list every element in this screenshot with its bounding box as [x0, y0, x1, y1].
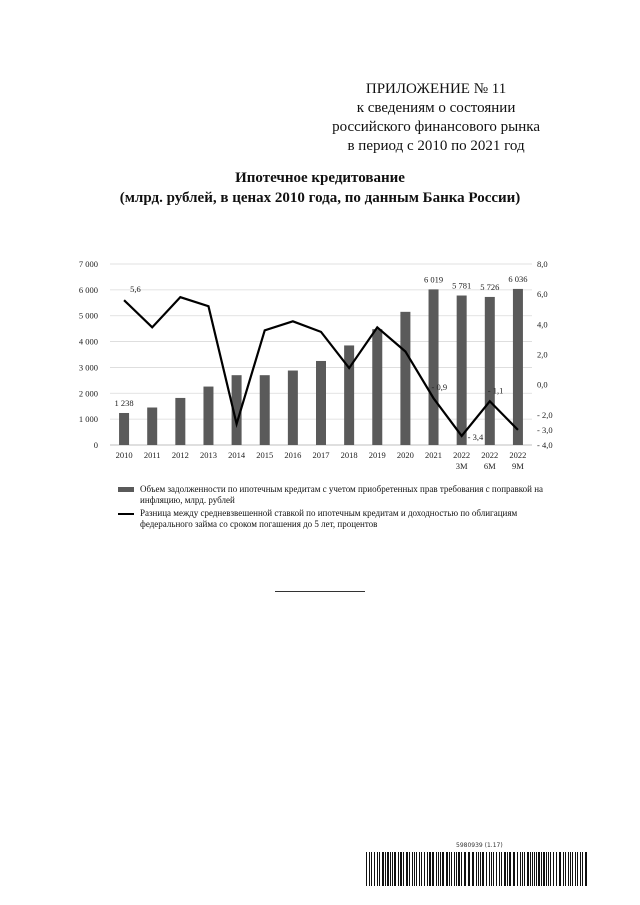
bar — [316, 361, 326, 445]
legend-bar-swatch — [118, 487, 134, 492]
x-tick-label: 2010 — [115, 450, 133, 460]
line-data-label: - 3,4 — [467, 431, 484, 442]
barcode-bar — [464, 852, 466, 886]
y-left-tick-label: 0 — [93, 440, 98, 450]
barcode-bar — [575, 852, 576, 886]
x-tick-label: 2020 — [396, 450, 414, 460]
barcode-bar — [440, 852, 441, 886]
barcode-bar — [451, 852, 452, 886]
x-tick-label: 2021 — [425, 450, 443, 460]
barcode-bar — [480, 852, 481, 886]
barcode-bar — [371, 852, 372, 886]
barcode-bar — [489, 852, 490, 886]
barcode-bar — [394, 852, 396, 886]
x-tick-label: 2022 — [481, 450, 499, 460]
barcode-bar — [582, 852, 583, 886]
appendix-line-3: российского финансового рынка — [332, 119, 540, 135]
chart-title-line-1: Ипотечное кредитование — [235, 170, 405, 186]
bar — [513, 289, 523, 445]
bar-data-label: 5 726 — [480, 281, 500, 292]
barcode-bar — [461, 852, 462, 886]
barcode-bar — [524, 852, 525, 886]
barcode-bar — [416, 852, 417, 886]
barcode-bar — [563, 852, 564, 886]
chart-title-line-2: (млрд. рублей, в ценах 2010 года, по данным Банка России) — [119, 190, 521, 206]
bar — [372, 329, 382, 445]
barcode-bar — [513, 852, 515, 886]
barcode-bar — [543, 852, 545, 886]
legend-bar-label: Объем задолженности по ипотечным кредитам с учетом приобретенных прав требования с поправкой на инфляцию, млрд. рублей — [140, 484, 544, 505]
bar-data-label: 6 036 — [508, 273, 528, 284]
barcode-bar — [520, 852, 521, 886]
y-left-tick-label: 7 000 — [78, 259, 98, 269]
barcode-bar — [379, 852, 380, 886]
y-left-tick-label: 2 000 — [78, 388, 98, 399]
legend-item-bar — [118, 484, 548, 506]
barcode-bar — [530, 852, 531, 886]
barcode-bar — [374, 852, 375, 886]
barcode-bar — [577, 852, 578, 886]
x-tick-label: 2015 — [256, 450, 274, 460]
barcode-bar — [385, 852, 386, 886]
barcode-bar — [366, 852, 367, 886]
bar — [260, 375, 270, 445]
x-tick-label: 3М — [455, 461, 468, 471]
y-left-tick-label: 6 000 — [78, 284, 98, 295]
barcode — [366, 842, 588, 886]
x-tick-label: 2016 — [284, 450, 302, 460]
barcode-bar — [572, 852, 573, 886]
barcode-bar — [382, 852, 384, 886]
barcode-bar — [491, 852, 492, 886]
bar — [119, 413, 129, 445]
line-data-label: 5,6 — [130, 284, 141, 295]
barcode-bar — [369, 852, 370, 886]
barcode-bar — [412, 852, 413, 886]
barcode-bar — [534, 852, 535, 886]
barcode-bar — [414, 852, 415, 886]
barcode-bar — [507, 852, 508, 886]
barcode-bar — [527, 852, 529, 886]
barcode-bar — [538, 852, 540, 886]
barcode-bar — [522, 852, 523, 886]
barcode-bar — [493, 852, 494, 886]
y-left-tick-label: 4 000 — [78, 336, 98, 347]
barcode-bar — [499, 852, 500, 886]
barcode-bar — [400, 852, 402, 886]
barcode-bar — [390, 852, 391, 886]
appendix-header — [332, 80, 540, 156]
y-right-tick-label: - 2,0 — [537, 409, 553, 420]
barcode-bar — [565, 852, 566, 886]
barcode-bar — [403, 852, 404, 886]
x-tick-label: 6М — [483, 461, 496, 471]
bar — [400, 312, 410, 445]
barcode-bar — [424, 852, 425, 886]
x-tick-label: 2022 — [509, 450, 527, 460]
legend-item-line — [118, 508, 548, 530]
barcode-bar — [427, 852, 428, 886]
barcode-bar — [432, 852, 434, 886]
x-tick-label: 2012 — [171, 450, 189, 460]
barcode-bar — [446, 852, 448, 886]
barcode-bar — [472, 852, 474, 886]
line-data-label: - 1,1 — [487, 385, 504, 396]
y-right-tick-label: 0,0 — [537, 379, 548, 390]
barcode-bar — [585, 852, 587, 886]
barcode-bar — [556, 852, 557, 886]
barcode-bar — [478, 852, 479, 886]
barcode-bar — [550, 852, 551, 886]
y-right-tick-label: - 3,0 — [537, 424, 553, 435]
barcode-bar — [454, 852, 455, 886]
chart-legend — [118, 484, 548, 532]
barcode-bar — [392, 852, 393, 886]
barcode-bar — [468, 852, 470, 886]
barcode-bar — [398, 852, 399, 886]
bar-data-label: 5 781 — [452, 280, 472, 291]
bar — [288, 371, 298, 445]
barcode-bar — [546, 852, 547, 886]
barcode-bar — [486, 852, 487, 886]
barcode-bar — [438, 852, 439, 886]
barcode-number: 5980939 (1.17) — [456, 842, 503, 849]
bar — [175, 398, 185, 445]
barcode-bar — [541, 852, 542, 886]
barcode-bar — [387, 852, 389, 886]
bar — [429, 289, 439, 445]
y-right-tick-label: 2,0 — [537, 349, 548, 360]
barcode-bar — [449, 852, 450, 886]
chart-title — [0, 168, 640, 208]
barcode-bar — [482, 852, 484, 886]
separator-line — [275, 591, 365, 592]
y-left-tick-label: 5 000 — [78, 310, 98, 321]
x-tick-label: 2011 — [143, 450, 161, 460]
legend-line-swatch — [118, 513, 134, 515]
barcode-bar — [458, 852, 460, 886]
x-tick-label: 9М — [512, 461, 524, 471]
barcode-bar — [504, 852, 506, 886]
x-tick-label: 2013 — [199, 450, 217, 460]
appendix-number: ПРИЛОЖЕНИЕ № 11 — [365, 81, 507, 97]
barcode-bar — [570, 852, 571, 886]
barcode-bar — [476, 852, 477, 886]
barcode-bar — [509, 852, 511, 886]
y-left-tick-label: 1 000 — [78, 414, 98, 425]
barcode-bar — [406, 852, 408, 886]
barcode-bar — [456, 852, 457, 886]
y-right-tick-label: 6,0 — [537, 289, 548, 300]
barcode-bar — [377, 852, 378, 886]
x-tick-label: 2019 — [368, 450, 386, 460]
barcode-bar — [442, 852, 444, 886]
y-right-tick-label: 4,0 — [537, 319, 548, 330]
x-tick-label: 2022 — [453, 450, 471, 460]
barcode-bar — [419, 852, 420, 886]
barcode-bar — [409, 852, 410, 886]
barcode-bar — [532, 852, 533, 886]
barcode-bar — [548, 852, 549, 886]
bar-data-label: 6 019 — [423, 274, 444, 285]
barcode-bar — [421, 852, 422, 886]
y-right-tick-label: - 4,0 — [537, 440, 553, 450]
x-tick-label: 2014 — [228, 450, 246, 460]
barcode-bar — [429, 852, 431, 886]
appendix-line-2: к сведениям о состоянии — [356, 100, 516, 116]
barcode-bar — [517, 852, 518, 886]
appendix-line-4: в период с 2010 по 2021 год — [347, 138, 525, 154]
y-left-tick-label: 3 000 — [78, 362, 98, 373]
barcode-bar — [568, 852, 569, 886]
line-data-label: - 0,9 — [431, 382, 448, 393]
bar-data-label: 1 238 — [114, 397, 134, 408]
x-tick-label: 2018 — [340, 450, 358, 460]
barcode-bar — [496, 852, 497, 886]
y-right-tick-label: 8,0 — [537, 259, 548, 269]
barcode-bar — [436, 852, 437, 886]
bar — [457, 296, 467, 445]
barcode-bar — [536, 852, 537, 886]
barcode-bar — [501, 852, 502, 886]
barcode-bar — [553, 852, 554, 886]
x-tick-label: 2017 — [312, 450, 330, 460]
legend-line-label: Разница между средневзвешенной ставкой по ипотечным кредитам и доходностью по облигациям федерального займа со сроком погашения до 5 лет, процентов — [140, 508, 518, 529]
barcode-bar — [580, 852, 581, 886]
barcode-bar — [559, 852, 561, 886]
bar — [485, 297, 495, 445]
bar — [147, 408, 157, 445]
mortgage-chart — [0, 250, 640, 480]
bar — [344, 345, 354, 445]
bar — [203, 387, 213, 445]
